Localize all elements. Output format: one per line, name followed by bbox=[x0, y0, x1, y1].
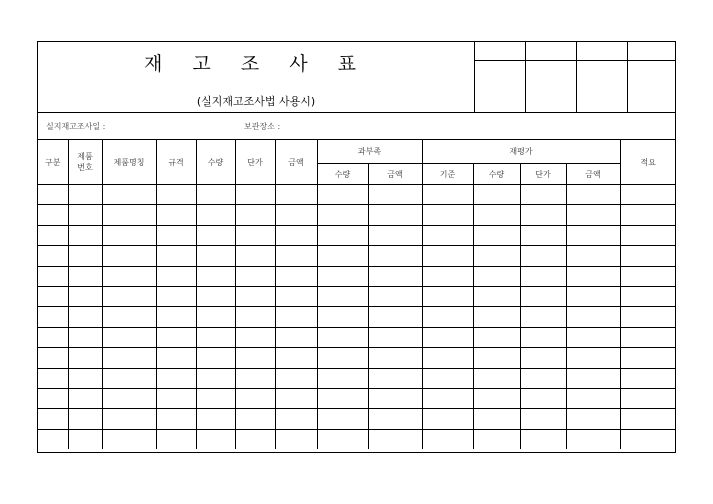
table-cell[interactable] bbox=[156, 368, 196, 388]
col-spec: 규격 bbox=[156, 140, 196, 185]
table-cell[interactable] bbox=[473, 388, 520, 408]
table-cell[interactable] bbox=[317, 307, 368, 327]
table-cell[interactable] bbox=[275, 368, 317, 388]
table-cell[interactable] bbox=[368, 246, 422, 266]
table-cell[interactable] bbox=[235, 205, 275, 225]
table-cell[interactable] bbox=[317, 185, 368, 205]
table-cell[interactable] bbox=[235, 185, 275, 205]
table-cell[interactable] bbox=[156, 225, 196, 245]
col-unit-price: 단가 bbox=[235, 140, 275, 185]
table-cell[interactable] bbox=[317, 388, 368, 408]
variance-amount: 금액 bbox=[368, 164, 422, 185]
approval-cell bbox=[475, 42, 526, 112]
table-cell[interactable] bbox=[620, 225, 676, 245]
table-cell[interactable] bbox=[473, 409, 520, 429]
table-cell[interactable] bbox=[317, 409, 368, 429]
table-cell[interactable] bbox=[38, 266, 68, 286]
table-cell[interactable] bbox=[196, 327, 235, 347]
table-cell[interactable] bbox=[196, 429, 235, 449]
table-cell[interactable] bbox=[317, 286, 368, 306]
table-cell[interactable] bbox=[102, 327, 156, 347]
revaluation-unit-price: 단가 bbox=[520, 164, 566, 185]
table-cell[interactable] bbox=[235, 348, 275, 368]
table-cell[interactable] bbox=[368, 429, 422, 449]
table-cell[interactable] bbox=[102, 266, 156, 286]
table-cell[interactable] bbox=[156, 266, 196, 286]
group-variance: 과부족 bbox=[317, 140, 422, 164]
table-cell[interactable] bbox=[520, 266, 566, 286]
approval-divider bbox=[475, 60, 676, 61]
table-cell[interactable] bbox=[422, 327, 473, 347]
table-cell[interactable] bbox=[520, 205, 566, 225]
table-cell[interactable] bbox=[68, 225, 102, 245]
table-cell[interactable] bbox=[196, 388, 235, 408]
table-cell[interactable] bbox=[520, 388, 566, 408]
table-cell[interactable] bbox=[368, 348, 422, 368]
col-quantity: 수량 bbox=[196, 140, 235, 185]
revaluation-quantity: 수량 bbox=[473, 164, 520, 185]
table-cell[interactable] bbox=[68, 185, 102, 205]
table-cell[interactable] bbox=[156, 205, 196, 225]
table-cell[interactable] bbox=[68, 388, 102, 408]
table-cell[interactable] bbox=[368, 225, 422, 245]
table-cell[interactable] bbox=[235, 327, 275, 347]
table-cell[interactable] bbox=[473, 266, 520, 286]
table-cell[interactable] bbox=[473, 225, 520, 245]
table-cell[interactable] bbox=[275, 286, 317, 306]
header-divider bbox=[38, 112, 675, 113]
table-cell[interactable] bbox=[68, 246, 102, 266]
table-cell[interactable] bbox=[317, 429, 368, 449]
table-cell[interactable] bbox=[102, 225, 156, 245]
header-row-1 bbox=[38, 140, 676, 164]
col-amount: 금액 bbox=[275, 140, 317, 185]
table-cell[interactable] bbox=[520, 286, 566, 306]
table-cell[interactable] bbox=[102, 388, 156, 408]
table-cell[interactable] bbox=[620, 307, 676, 327]
table-cell[interactable] bbox=[38, 246, 68, 266]
table-row bbox=[38, 205, 676, 225]
table-cell[interactable] bbox=[235, 368, 275, 388]
table-cell[interactable] bbox=[520, 409, 566, 429]
table-cell[interactable] bbox=[620, 266, 676, 286]
table-cell[interactable] bbox=[156, 307, 196, 327]
table-cell[interactable] bbox=[275, 225, 317, 245]
table-row bbox=[38, 388, 676, 408]
table-cell[interactable] bbox=[196, 225, 235, 245]
table-row bbox=[38, 409, 676, 429]
table-row bbox=[38, 307, 676, 327]
table-cell[interactable] bbox=[102, 429, 156, 449]
table-cell[interactable] bbox=[196, 307, 235, 327]
table-cell[interactable] bbox=[422, 205, 473, 225]
col-product-name: 제품명칭 bbox=[102, 140, 156, 185]
table-cell[interactable] bbox=[620, 246, 676, 266]
table-cell[interactable] bbox=[68, 348, 102, 368]
form-title: 재 고 조 사 표 bbox=[144, 53, 368, 75]
table-cell[interactable] bbox=[196, 409, 235, 429]
table-cell[interactable] bbox=[620, 409, 676, 429]
table-cell[interactable] bbox=[235, 307, 275, 327]
table-cell[interactable] bbox=[102, 368, 156, 388]
table-cell[interactable] bbox=[275, 205, 317, 225]
table-body bbox=[38, 185, 676, 450]
approval-cell bbox=[577, 42, 628, 112]
table-cell[interactable] bbox=[422, 368, 473, 388]
table-cell[interactable] bbox=[102, 286, 156, 306]
table-cell[interactable] bbox=[620, 368, 676, 388]
table-cell[interactable] bbox=[38, 429, 68, 449]
table-cell[interactable] bbox=[275, 429, 317, 449]
table-cell[interactable] bbox=[566, 205, 620, 225]
table-cell[interactable] bbox=[68, 409, 102, 429]
table-cell[interactable] bbox=[422, 348, 473, 368]
table-cell[interactable] bbox=[473, 429, 520, 449]
table-cell[interactable] bbox=[368, 327, 422, 347]
table-cell[interactable] bbox=[422, 246, 473, 266]
table-cell[interactable] bbox=[620, 185, 676, 205]
table-cell[interactable] bbox=[196, 205, 235, 225]
table-cell[interactable] bbox=[317, 225, 368, 245]
table-cell[interactable] bbox=[196, 368, 235, 388]
table-cell[interactable] bbox=[422, 266, 473, 286]
table-cell[interactable] bbox=[317, 348, 368, 368]
table-row bbox=[38, 225, 676, 245]
table-cell[interactable] bbox=[520, 348, 566, 368]
table-cell[interactable] bbox=[368, 307, 422, 327]
table-cell[interactable] bbox=[520, 246, 566, 266]
table-cell[interactable] bbox=[156, 388, 196, 408]
table-cell[interactable] bbox=[317, 266, 368, 286]
table-cell[interactable] bbox=[275, 307, 317, 327]
table-row bbox=[38, 429, 676, 449]
table-cell[interactable] bbox=[620, 205, 676, 225]
table-cell[interactable] bbox=[620, 327, 676, 347]
table-cell[interactable] bbox=[566, 266, 620, 286]
table-cell[interactable] bbox=[156, 246, 196, 266]
table-cell[interactable] bbox=[235, 409, 275, 429]
table-cell[interactable] bbox=[196, 185, 235, 205]
revaluation-basis: 기준 bbox=[422, 164, 473, 185]
table-cell[interactable] bbox=[473, 348, 520, 368]
table-cell[interactable] bbox=[68, 307, 102, 327]
table-cell[interactable] bbox=[566, 348, 620, 368]
table-cell[interactable] bbox=[422, 388, 473, 408]
table-cell[interactable] bbox=[566, 185, 620, 205]
table-cell[interactable] bbox=[68, 205, 102, 225]
table-cell[interactable] bbox=[368, 368, 422, 388]
table-cell[interactable] bbox=[520, 185, 566, 205]
table-row bbox=[38, 246, 676, 266]
table-cell[interactable] bbox=[368, 266, 422, 286]
table-row bbox=[38, 327, 676, 347]
table-cell[interactable] bbox=[38, 409, 68, 429]
table-cell[interactable] bbox=[317, 368, 368, 388]
table-cell[interactable] bbox=[422, 429, 473, 449]
storage-location-label: 보관장소 : bbox=[244, 122, 281, 131]
col-remarks: 적요 bbox=[620, 140, 676, 185]
table-cell[interactable] bbox=[422, 286, 473, 306]
variance-quantity: 수량 bbox=[317, 164, 368, 185]
table-cell[interactable] bbox=[275, 388, 317, 408]
col-product-number: 제품 번호 bbox=[68, 140, 102, 185]
table-cell[interactable] bbox=[473, 327, 520, 347]
table-cell[interactable] bbox=[156, 348, 196, 368]
table-cell[interactable] bbox=[566, 327, 620, 347]
table-cell[interactable] bbox=[368, 185, 422, 205]
table-cell[interactable] bbox=[38, 205, 68, 225]
table-cell[interactable] bbox=[68, 368, 102, 388]
table-cell[interactable] bbox=[235, 225, 275, 245]
table-cell[interactable] bbox=[156, 185, 196, 205]
table-row bbox=[38, 368, 676, 388]
table-cell[interactable] bbox=[102, 409, 156, 429]
table-cell[interactable] bbox=[275, 185, 317, 205]
table-cell[interactable] bbox=[275, 348, 317, 368]
table-cell[interactable] bbox=[68, 327, 102, 347]
table-row bbox=[38, 286, 676, 306]
table-cell[interactable] bbox=[196, 246, 235, 266]
table-cell[interactable] bbox=[317, 327, 368, 347]
table-cell[interactable] bbox=[275, 409, 317, 429]
table-cell[interactable] bbox=[196, 266, 235, 286]
table-row bbox=[38, 348, 676, 368]
table-cell[interactable] bbox=[422, 307, 473, 327]
table-cell[interactable] bbox=[422, 185, 473, 205]
table-cell[interactable] bbox=[620, 388, 676, 408]
revaluation-amount: 금액 bbox=[566, 164, 620, 185]
table-cell[interactable] bbox=[520, 225, 566, 245]
table-cell[interactable] bbox=[235, 266, 275, 286]
table-cell[interactable] bbox=[520, 327, 566, 347]
table-cell[interactable] bbox=[473, 307, 520, 327]
approval-cell bbox=[526, 42, 577, 112]
table-cell[interactable] bbox=[566, 225, 620, 245]
table-cell[interactable] bbox=[38, 327, 68, 347]
table-cell[interactable] bbox=[235, 286, 275, 306]
inventory-table bbox=[38, 139, 676, 449]
table-cell[interactable] bbox=[235, 429, 275, 449]
table-cell[interactable] bbox=[156, 286, 196, 306]
table-cell[interactable] bbox=[38, 286, 68, 306]
inventory-form bbox=[37, 41, 676, 453]
table-cell[interactable] bbox=[102, 246, 156, 266]
table-cell[interactable] bbox=[38, 307, 68, 327]
table-cell[interactable] bbox=[156, 429, 196, 449]
table-cell[interactable] bbox=[317, 205, 368, 225]
col-category: 구분 bbox=[38, 140, 68, 185]
table-cell[interactable] bbox=[566, 409, 620, 429]
table-cell[interactable] bbox=[422, 409, 473, 429]
table-cell[interactable] bbox=[520, 368, 566, 388]
table-cell[interactable] bbox=[473, 205, 520, 225]
group-revaluation: 재평가 bbox=[422, 140, 620, 164]
table-cell[interactable] bbox=[38, 225, 68, 245]
approval-box bbox=[474, 42, 676, 112]
table-cell[interactable] bbox=[102, 185, 156, 205]
table-cell[interactable] bbox=[566, 307, 620, 327]
table-cell[interactable] bbox=[68, 429, 102, 449]
table-row bbox=[38, 185, 676, 205]
table-cell[interactable] bbox=[68, 266, 102, 286]
table-cell[interactable] bbox=[196, 348, 235, 368]
table-cell[interactable] bbox=[38, 388, 68, 408]
form-subtitle: (실지재고조사법 사용시) bbox=[196, 95, 316, 108]
table-cell[interactable] bbox=[235, 246, 275, 266]
table-cell[interactable] bbox=[473, 286, 520, 306]
table-cell[interactable] bbox=[156, 327, 196, 347]
table-cell[interactable] bbox=[275, 327, 317, 347]
table-cell[interactable] bbox=[620, 348, 676, 368]
table-cell[interactable] bbox=[566, 388, 620, 408]
table-cell[interactable] bbox=[317, 246, 368, 266]
table-row bbox=[38, 266, 676, 286]
table-cell[interactable] bbox=[38, 185, 68, 205]
table-cell[interactable] bbox=[156, 409, 196, 429]
table-cell[interactable] bbox=[275, 246, 317, 266]
table-cell[interactable] bbox=[38, 368, 68, 388]
table-cell[interactable] bbox=[566, 429, 620, 449]
table-cell[interactable] bbox=[368, 409, 422, 429]
table-cell[interactable] bbox=[620, 286, 676, 306]
table-cell[interactable] bbox=[473, 246, 520, 266]
table-cell[interactable] bbox=[102, 348, 156, 368]
table-cell[interactable] bbox=[368, 286, 422, 306]
table-cell[interactable] bbox=[620, 429, 676, 449]
table-cell[interactable] bbox=[473, 185, 520, 205]
table-cell[interactable] bbox=[473, 368, 520, 388]
inspection-date-label: 실지재고조사일 : bbox=[46, 122, 106, 131]
table-cell[interactable] bbox=[368, 388, 422, 408]
table-cell[interactable] bbox=[196, 286, 235, 306]
table-cell[interactable] bbox=[566, 368, 620, 388]
table-cell[interactable] bbox=[566, 246, 620, 266]
table-cell[interactable] bbox=[566, 286, 620, 306]
table-cell[interactable] bbox=[368, 205, 422, 225]
table-cell[interactable] bbox=[235, 388, 275, 408]
table-cell[interactable] bbox=[68, 286, 102, 306]
table-cell[interactable] bbox=[422, 225, 473, 245]
table-cell[interactable] bbox=[275, 266, 317, 286]
table-cell[interactable] bbox=[102, 205, 156, 225]
table-cell[interactable] bbox=[102, 307, 156, 327]
table-cell[interactable] bbox=[520, 307, 566, 327]
table-cell[interactable] bbox=[520, 429, 566, 449]
table-cell[interactable] bbox=[38, 348, 68, 368]
